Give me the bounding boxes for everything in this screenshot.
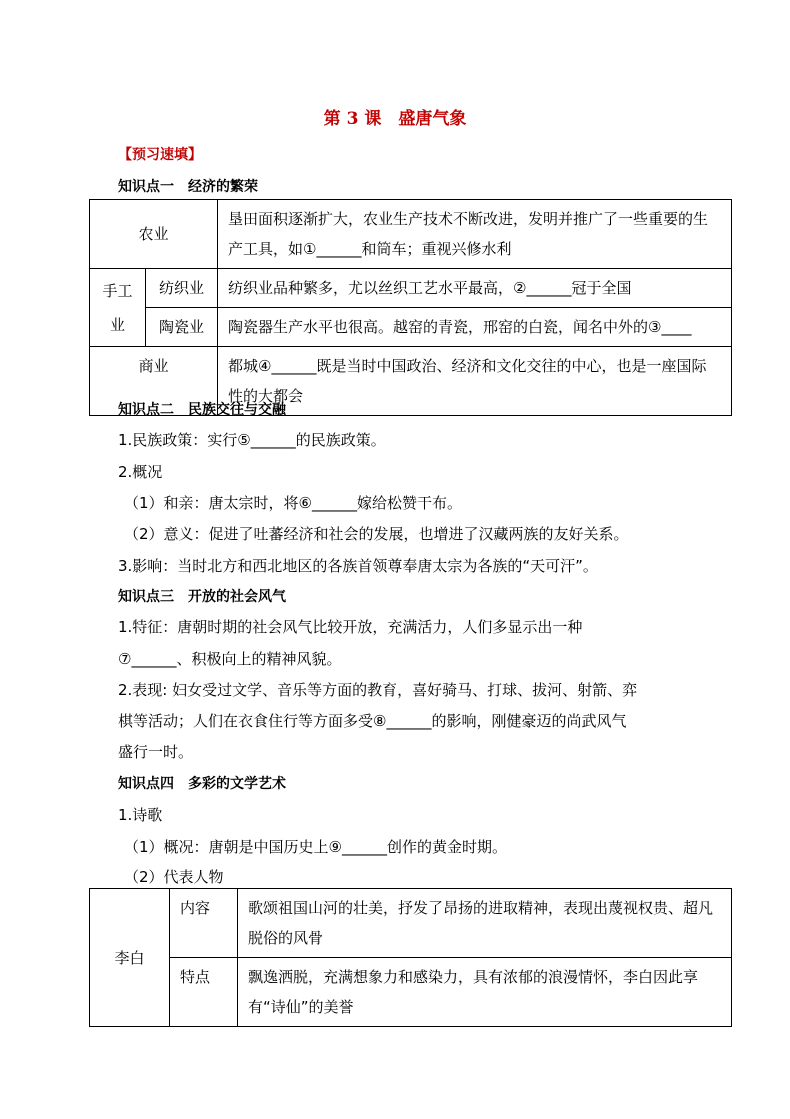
kp2-line-2: 2.概况 — [118, 463, 163, 481]
poet-table — [89, 888, 732, 1027]
table-row — [90, 269, 732, 308]
kp2-line-5: 3.影响：当时北方和西北地区的各族首领尊奉唐太宗为各族的“天可汗”。 — [118, 557, 598, 575]
poet-name: 李白 — [90, 889, 170, 1027]
agriculture-text: 垦田面积逐渐扩大，农业生产技术不断改进，发明并推广了一些重要的生产工具，如①______和筒车；重视兴修水利 — [218, 200, 732, 269]
table-row — [90, 308, 732, 347]
kp4-line-3: （2）代表人物 — [124, 868, 224, 886]
table-row — [90, 200, 732, 269]
kp2-line-1: 1.民族政策：实行⑤______的民族政策。 — [118, 431, 386, 449]
knowledge-point-4-heading: 知识点四 多彩的文学艺术 — [118, 776, 286, 792]
kp2-line-3: （1）和亲：唐太宗时，将⑥______嫁给松赞干布。 — [124, 494, 462, 512]
knowledge-point-3-heading: 知识点三 开放的社会风气 — [118, 589, 286, 605]
section-tag: 【预习速填】 — [118, 147, 202, 163]
ceramics-label: 陶瓷业 — [146, 308, 218, 347]
feature-label: 特点 — [170, 958, 238, 1027]
kp2-line-4: （2）意义：促进了吐蕃经济和社会的发展，也增进了汉藏两族的友好关系。 — [124, 525, 629, 543]
kp3-line-1: 1.特征：唐朝时期的社会风气比较开放，充满活力，人们多显示出一种 — [118, 618, 583, 636]
ceramics-text: 陶瓷器生产水平也很高。越窑的青瓷，邢窑的白瓷，闻名中外的③____ — [218, 308, 732, 347]
agriculture-label: 农业 — [90, 200, 218, 269]
kp4-line-1: 1.诗歌 — [118, 806, 163, 824]
table-row — [90, 958, 732, 1027]
knowledge-point-1-heading: 知识点一 经济的繁荣 — [118, 179, 258, 195]
kp3-line-4: 棋等活动；人们在衣食住行等方面多受⑧______的影响，刚健豪迈的尚武风气 — [118, 712, 627, 730]
handicraft-label: 手工业 — [90, 269, 146, 347]
kp4-line-2: （1）概况：唐朝是中国历史上⑨______创作的黄金时期。 — [124, 838, 507, 856]
knowledge-point-2-heading: 知识点二 民族交往与交融 — [118, 402, 286, 418]
textile-label: 纺织业 — [146, 269, 218, 308]
content-text: 歌颂祖国山河的壮美，抒发了昂扬的进取精神，表现出蔑视权贵、超凡脱俗的风骨 — [238, 889, 732, 958]
commerce-label: 商业 — [90, 347, 218, 416]
textile-text: 纺织业品种繁多，尤以丝织工艺水平最高，②______冠于全国 — [218, 269, 732, 308]
page-title: 第 3 课 盛唐气象 — [323, 109, 467, 129]
kp3-line-3: 2.表现: 妇女受过文学、音乐等方面的教育，喜好骑马、打球、拔河、射箭、弈 — [118, 681, 638, 699]
kp3-line-2: ⑦______、积极向上的精神风貌。 — [118, 650, 342, 668]
kp3-line-5: 盛行一时。 — [118, 743, 194, 761]
economy-table — [89, 199, 732, 416]
content-label: 内容 — [170, 889, 238, 958]
feature-text: 飘逸洒脱，充满想象力和感染力，具有浓郁的浪漫情怀，李白因此享有“诗仙”的美誉 — [238, 958, 732, 1027]
table-row — [90, 889, 732, 958]
commerce-text: 都城④______既是当时中国政治、经济和文化交往的中心，也是一座国际性的大都会 — [218, 347, 732, 416]
